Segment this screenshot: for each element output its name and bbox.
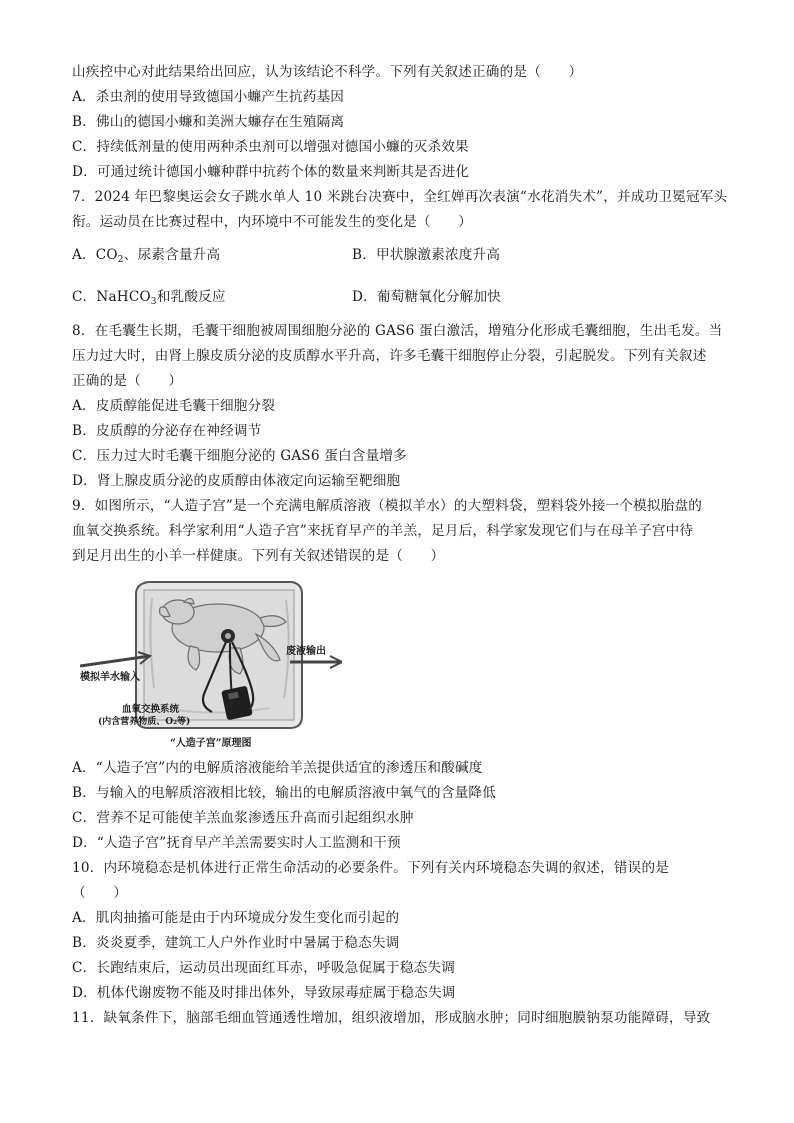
q10-stem-line1: 10．内环境稳态是机体进行正常生命活动的必要条件。下列有关内环境稳态失调的叙述，错误的是 — [72, 860, 670, 876]
q6-option-c: C．持续低剂量的使用两种杀虫剂可以增强对德国小蠊的灭杀效果 — [72, 139, 469, 155]
q6-option-a: A．杀虫剂的使用导致德国小蠊产生抗药基因 — [72, 89, 345, 105]
q6-option-d: D．可通过统计德国小蠊种群中抗药个体的数量来判断其是否进化 — [72, 164, 470, 180]
label-amniotic-input: 模拟羊水输入 — [80, 672, 140, 683]
q6-option-b: B．佛山的德国小蠊和美洲大蠊存在生殖隔离 — [72, 114, 345, 130]
q7-stem-line1: 7．2024 年巴黎奥运会女子跳水单人 10 米跳台决赛中，全红婵再次表演“水花消失术”，并成功卫冕冠军头 — [72, 189, 728, 205]
q8-stem-line3: 正确的是（ ） — [72, 373, 183, 389]
q7-option-a: A．$CO_2$、尿素含量升高 — [72, 247, 221, 265]
q9-option-b: B．与输入的电解质溶液相比较，输出的电解质溶液中氧气的含量降低 — [72, 785, 496, 801]
label-exchange-system: 血氧交换系统 — [122, 704, 180, 715]
q10-option-c: C．长跑结束后，运动员出现面红耳赤，呼吸急促属于稳态失调 — [72, 960, 456, 976]
q7-option-d: D．葡萄糖氧化分解加快 — [352, 289, 502, 305]
q10-option-a: A．肌肉抽搐可能是由于内环境成分发生变化而引起的 — [72, 910, 400, 926]
q8-stem-line2: 压力过大时，由肾上腺皮质分泌的皮质醇水平升高，许多毛囊干细胞停止分裂，引起脱发。下列有关叙述 — [72, 348, 707, 364]
q7-option-b: B．甲状腺激素浓度升高 — [352, 247, 501, 263]
q7-stem-line2: 衔。运动员在比赛过程中，内环境中不可能发生的变化是（ ） — [72, 214, 473, 230]
q9-option-a: A．“人造子宫”内的电解质溶液能给羊羔提供适宜的渗透压和酸碱度 — [72, 760, 483, 776]
q8-stem-line1: 8．在毛囊生长期，毛囊干细胞被周围细胞分泌的 GAS6 蛋白激活，增殖分化形成毛囊细胞，生出毛发。当 — [72, 323, 723, 339]
q8-option-d: D．肾上腺皮质分泌的皮质醇由体液定向运输至靶细胞 — [72, 473, 401, 489]
q10-option-d: D．机体代谢废物不能及时排出体外，导致尿毒症属于稳态失调 — [72, 985, 456, 1001]
q8-option-a: A．皮质醇能促进毛囊干细胞分裂 — [72, 398, 276, 414]
q9-stem-line3: 到足月出生的小羊一样健康。下列有关叙述错误的是（ ） — [72, 548, 445, 564]
q7-option-c: C．NaHCO$_3$和乳酸反应 — [72, 289, 226, 307]
q9-stem-line1: 9．如图所示，“人造子宫”是一个充满电解质溶液（模拟羊水）的大塑料袋，塑料袋外接一个模拟胎盘的 — [72, 498, 703, 514]
q8-option-b: B．皮质醇的分泌存在神经调节 — [72, 423, 262, 439]
artificial-womb-figure — [80, 578, 342, 754]
q9-stem-line2: 血氧交换系统。科学家利用“人造子宫”来抚育早产的羊羔，足月后，科学家发现它们与在母羊子宫中待 — [72, 523, 694, 539]
q10-option-b: B．炎炎夏季，建筑工人户外作业时中暑属于稳态失调 — [72, 935, 400, 951]
q9-option-d: D．“人造子宫”抚育早产羊羔需要实时人工监测和干预 — [72, 835, 401, 851]
figure-caption: “人造子宫”原理图 — [170, 738, 252, 749]
q6-stem-tail: 山疾控中心对此结果给出回应，认为该结论不科学。下列有关叙述正确的是（ ） — [72, 64, 583, 80]
label-waste-output: 废液输出 — [286, 646, 326, 657]
q10-stem-line2: （ ） — [72, 885, 128, 901]
q9-option-c: C．营养不足可能使羊羔血浆渗透压升高而引起组织水肿 — [72, 810, 414, 826]
label-exchange-contents: (内含营养物质、O₂等) — [98, 717, 191, 727]
q8-option-c: C．压力过大时毛囊干细胞分泌的 GAS6 蛋白含量增多 — [72, 448, 407, 464]
q11-stem-line1: 11．缺氧条件下，脑部毛细血管通透性增加，组织液增加，形成脑水肿；同时细胞膜钠泵功能障碍，导致 — [72, 1010, 711, 1026]
